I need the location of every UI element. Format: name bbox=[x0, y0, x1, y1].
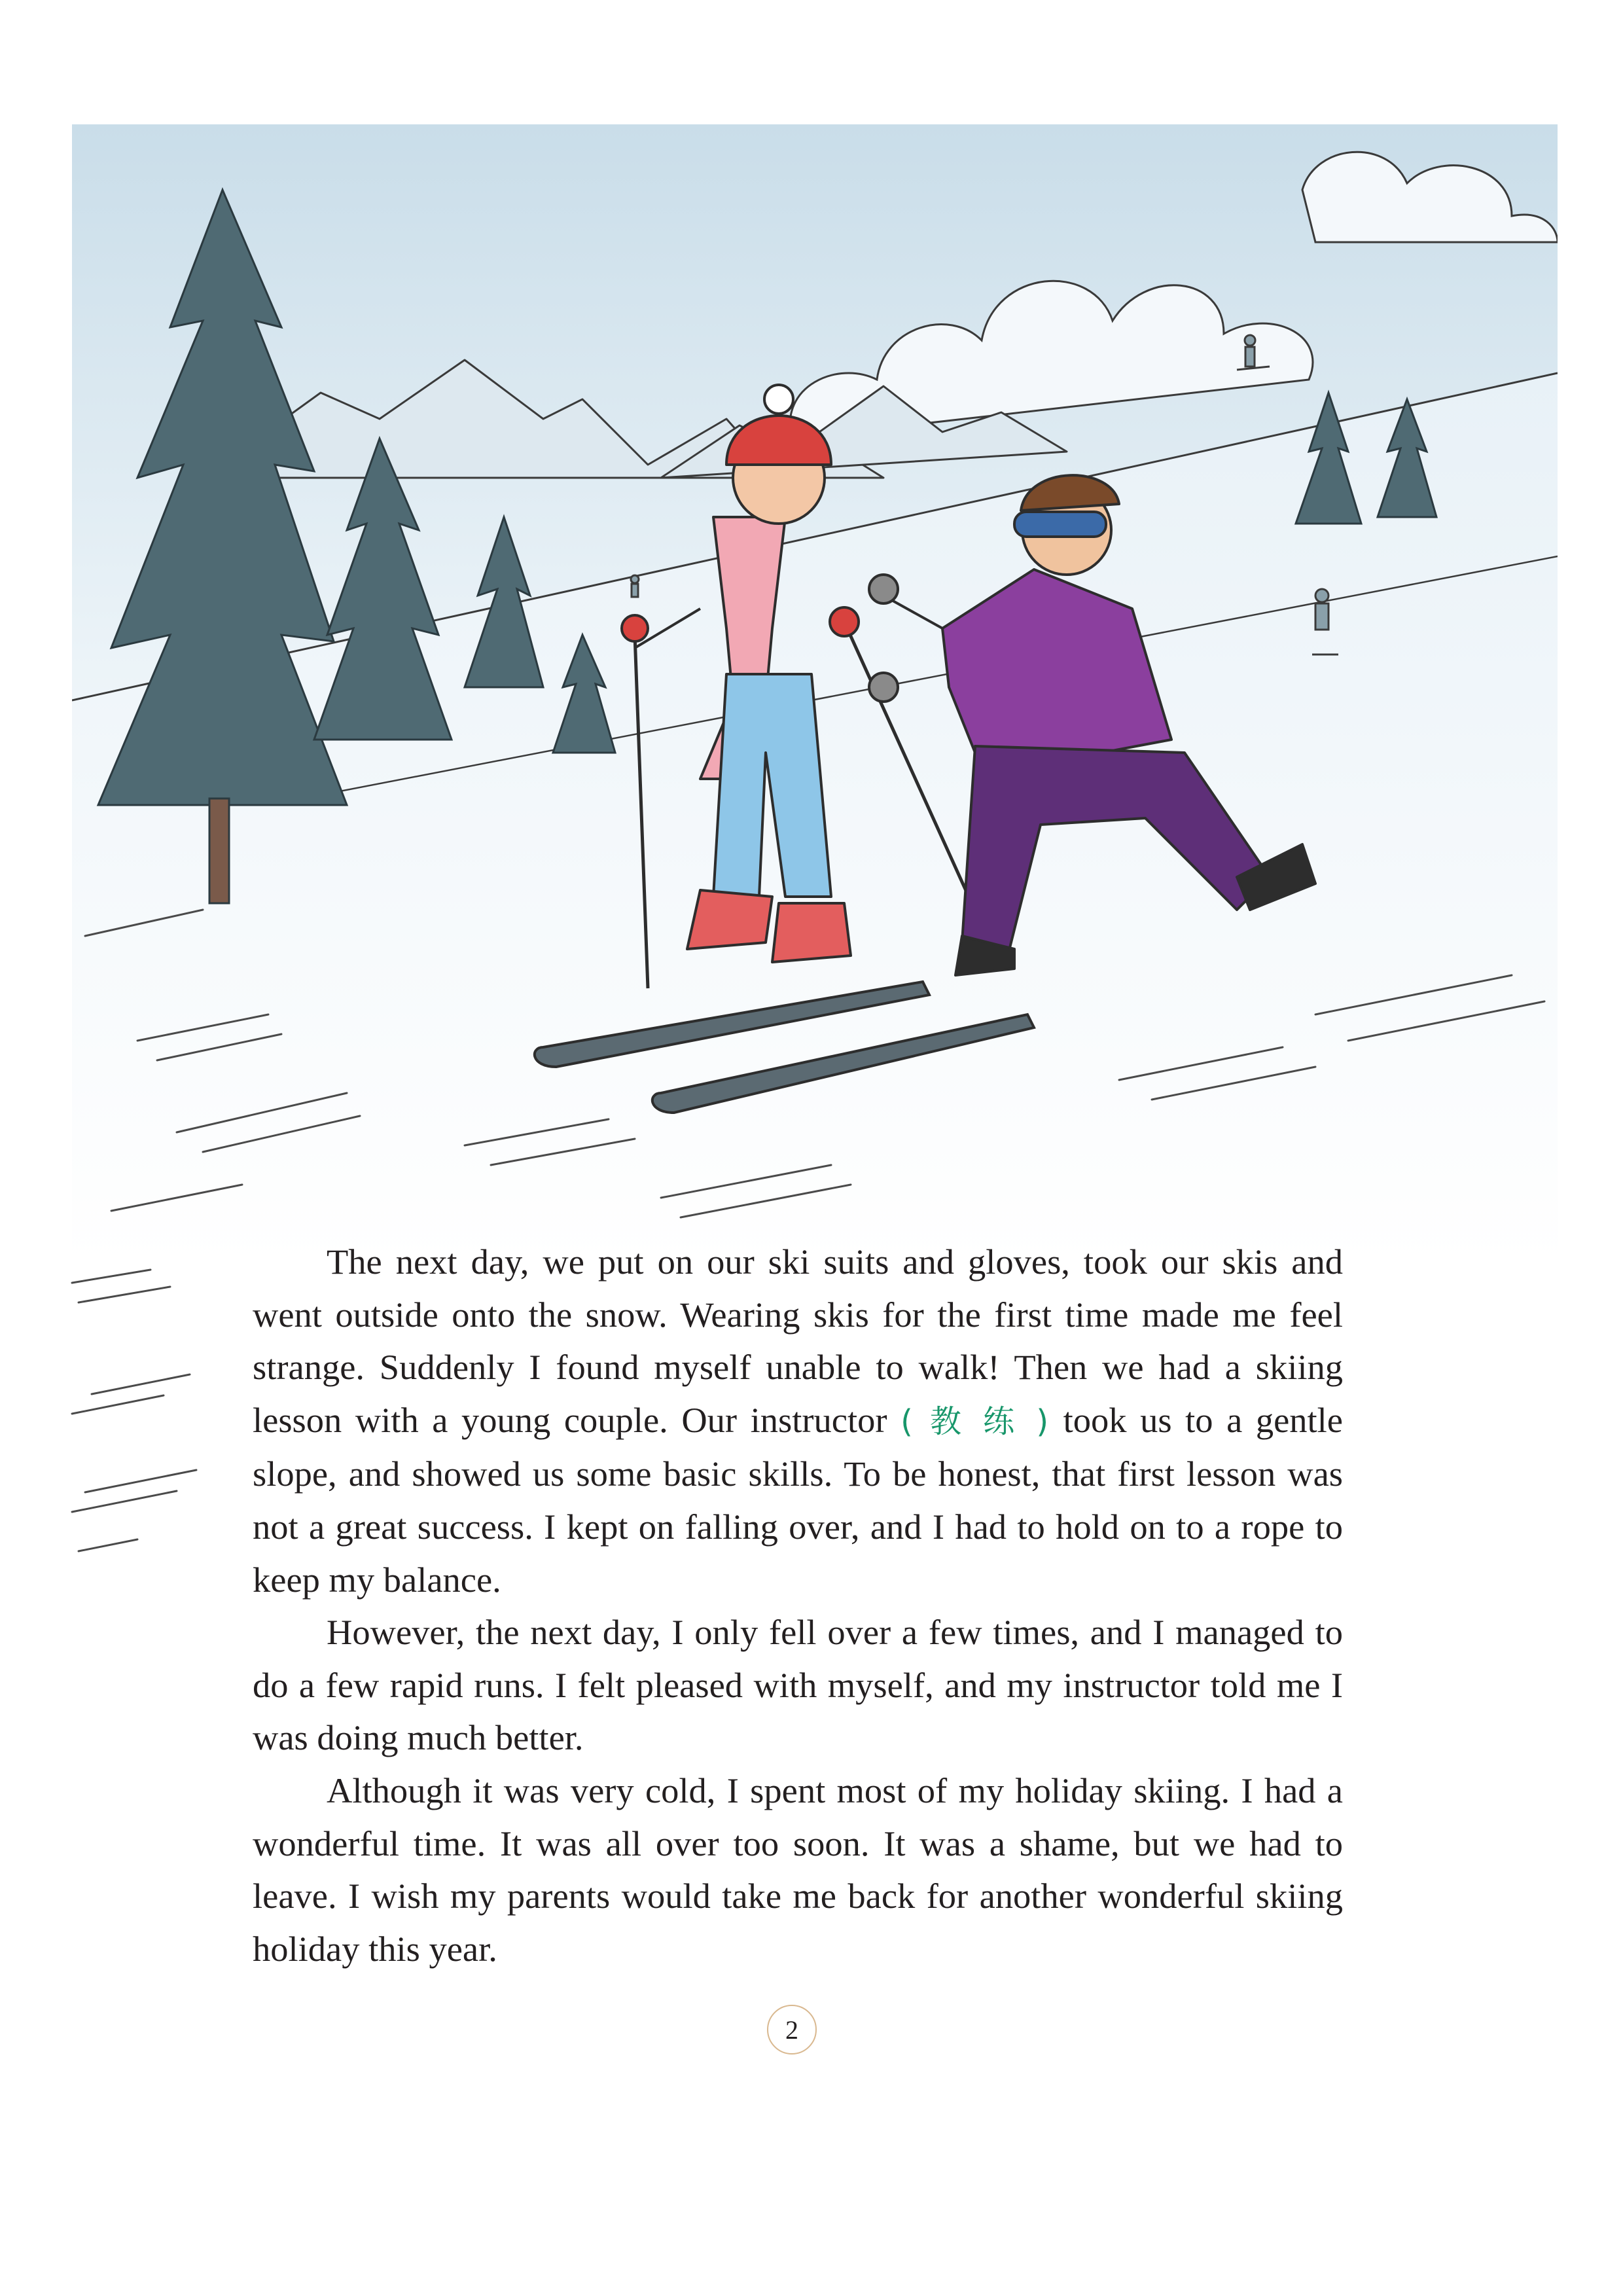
skiing-lesson-illustration bbox=[72, 111, 1558, 1263]
snow-strokes-decoration bbox=[65, 1244, 223, 1597]
paragraph-3: Although it was very cold, I spent most of my holiday skiing. I had a wonderful time. It was all over too soon. It was a shame, but we had to leave. I wish my parents would take me back for another wonderful skiing holiday this year. bbox=[253, 1770, 1343, 1969]
paragraph-1 bbox=[253, 1236, 1343, 1606]
page-number: 2 bbox=[767, 2005, 817, 2054]
chinese-gloss: ( 教 练 ) bbox=[901, 1403, 1050, 1440]
paragraph-1-text-a: The next day, we put on our ski suits and gloves, took our skis and went outside onto the snow. Wearing skis for the first time made me feel strange. Suddenly I found myself unable to walk! Then we had a skiing lesson with a young couple. Our instructor bbox=[253, 1242, 1343, 1440]
paragraph-1-text-b: took us to a gentle slope, and showed us some basic skills. To be honest, that first lesson was not a great success. I kept on falling over, and I had to hold on to a rope to keep my balance. bbox=[253, 1399, 1343, 1600]
story-text bbox=[253, 1236, 1343, 1975]
paragraph-2: However, the next day, I only fell over a few times, and I managed to do a few rapid runs. I felt pleased with myself, and my instructor told me I was doing much better. bbox=[253, 1612, 1343, 1758]
